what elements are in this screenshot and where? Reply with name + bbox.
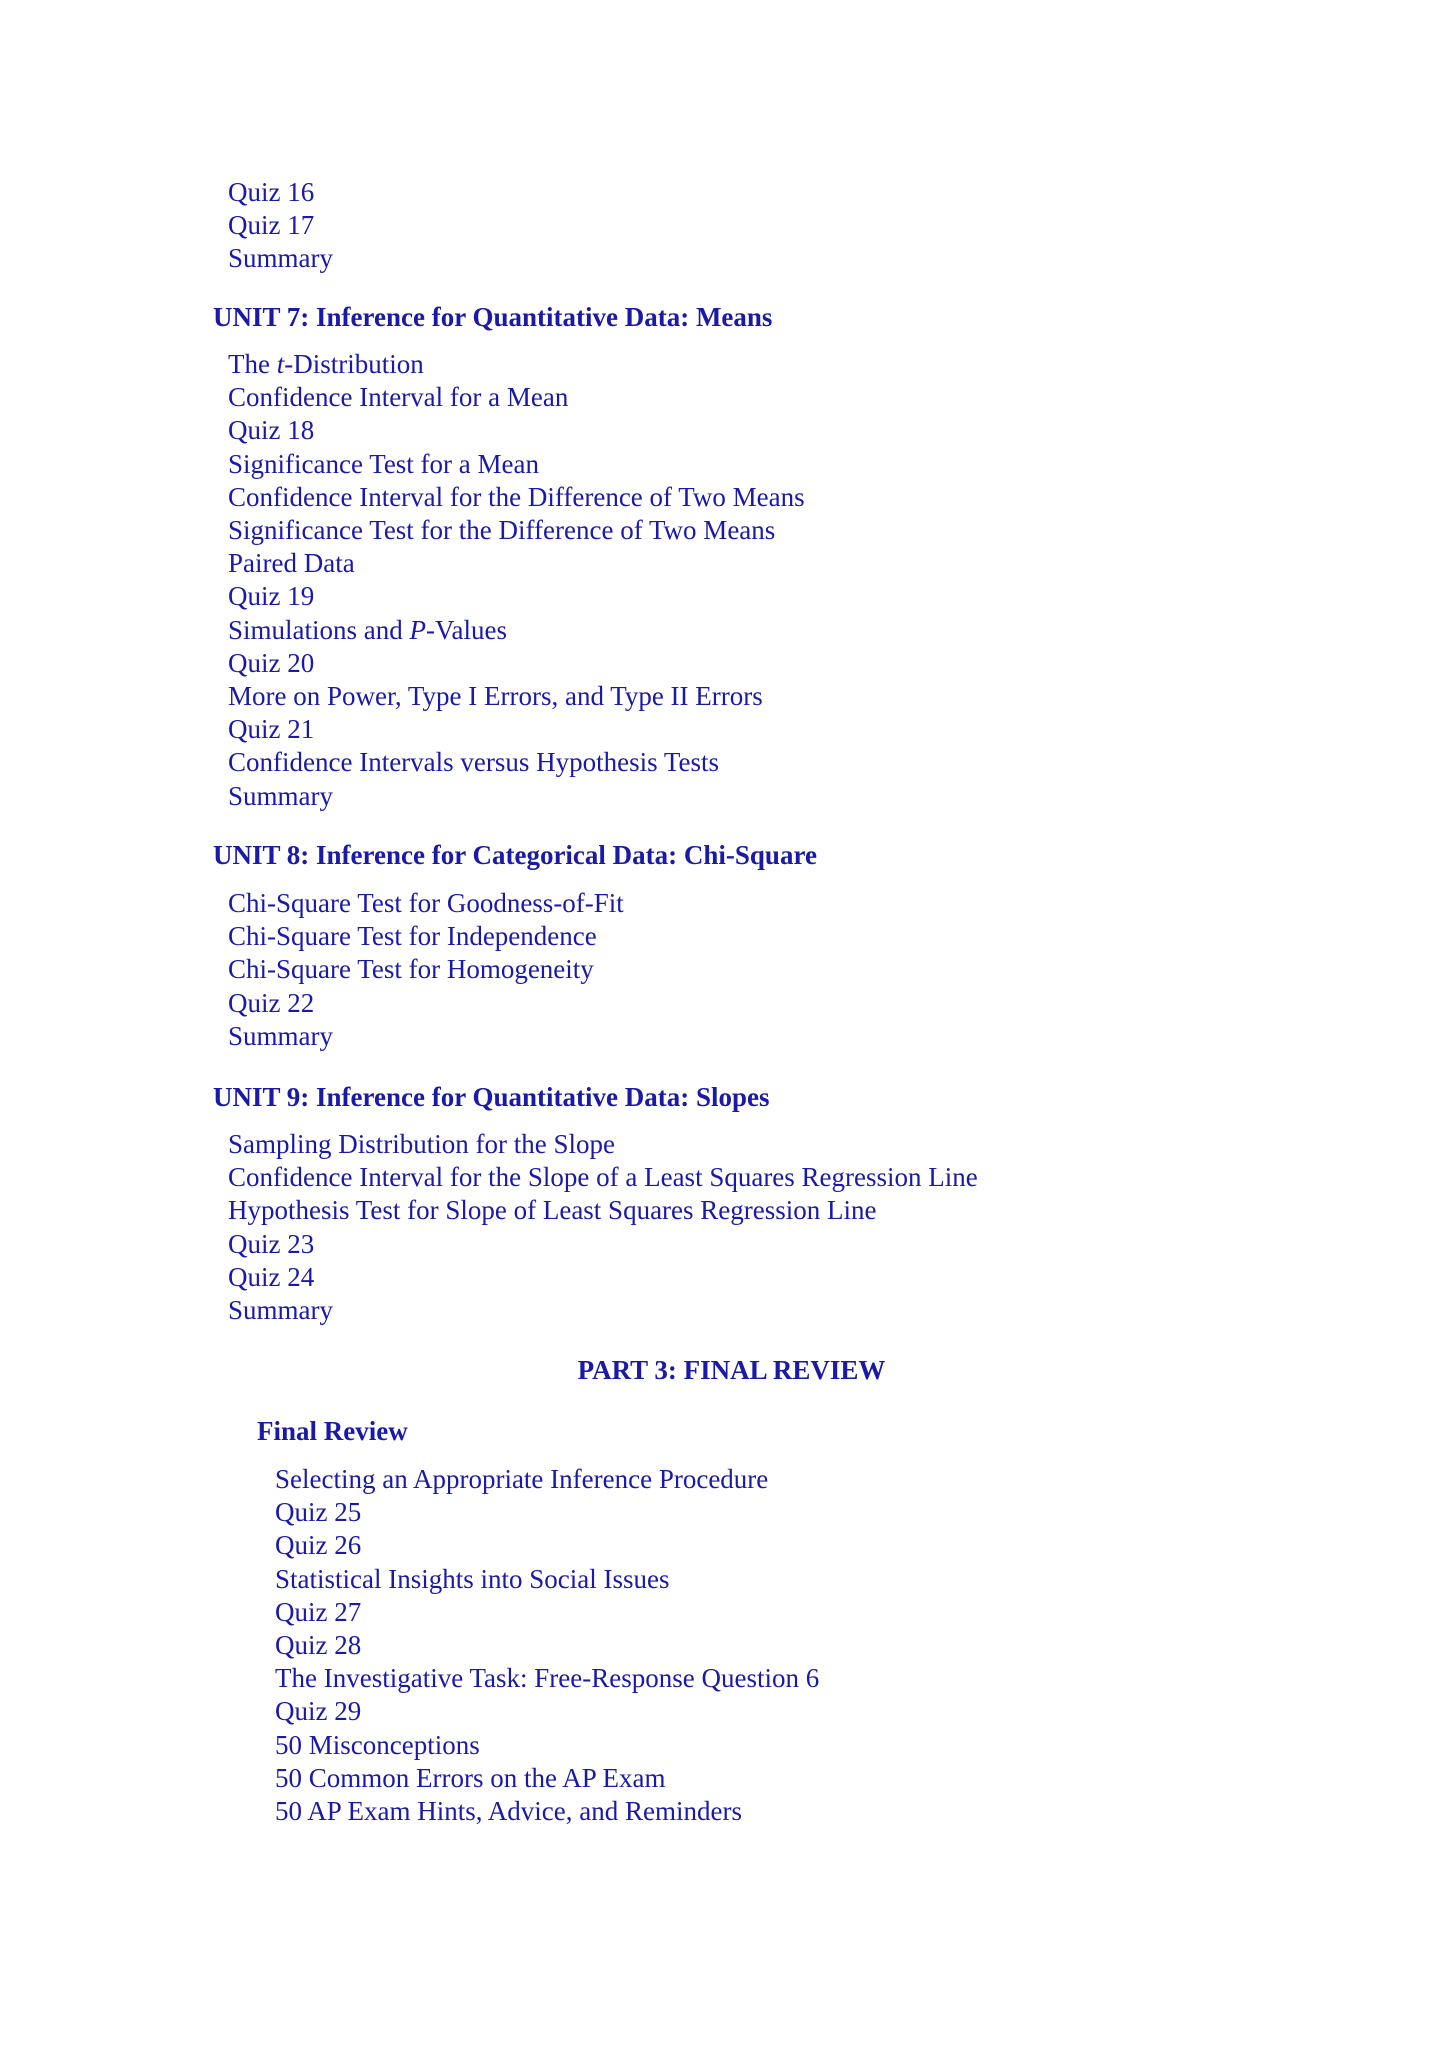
unit8-list: [228, 887, 624, 1053]
toc-link-ci-mean[interactable]: Confidence Interval for a Mean: [228, 382, 569, 413]
unit7-list: [228, 348, 805, 813]
toc-link-quiz-27[interactable]: Quiz 27: [275, 1596, 362, 1627]
toc-link-paired-data[interactable]: Paired Data: [228, 548, 355, 579]
toc-link-simulations-p-values[interactable]: Simulations and P-Values: [228, 614, 507, 645]
toc-link-quiz-24[interactable]: Quiz 24: [228, 1261, 315, 1292]
unit7-heading[interactable]: UNIT 7: Inference for Quantitative Data: Means: [213, 302, 773, 332]
unit8-heading[interactable]: UNIT 8: Inference for Categorical Data: Chi-Square: [213, 840, 817, 870]
toc-link-quiz-21[interactable]: Quiz 21: [228, 714, 315, 745]
toc-link-quiz-16[interactable]: Quiz 16: [228, 177, 315, 207]
final-review-heading[interactable]: Final Review: [257, 1416, 408, 1446]
toc-link-misconceptions[interactable]: 50 Misconceptions: [275, 1729, 480, 1760]
toc-link-sig-test-mean[interactable]: Significance Test for a Mean: [228, 448, 540, 479]
toc-link-summary[interactable]: Summary: [228, 1295, 333, 1326]
toc-link-quiz-20[interactable]: Quiz 20: [228, 647, 315, 678]
toc-link-exam-hints[interactable]: 50 AP Exam Hints, Advice, and Reminders: [275, 1796, 742, 1827]
toc-link-summary[interactable]: Summary: [228, 243, 333, 274]
toc-link-chi-square-homogeneity[interactable]: Chi-Square Test for Homogeneity: [228, 954, 594, 985]
toc-link-t-distribution[interactable]: The t-Distribution: [228, 349, 424, 379]
toc-link-sig-test-diff-means[interactable]: Significance Test for the Difference of Two Means: [228, 515, 776, 546]
toc-link-quiz-23[interactable]: Quiz 23: [228, 1228, 315, 1259]
toc-link-social-issues[interactable]: Statistical Insights into Social Issues: [275, 1563, 670, 1594]
toc-link-quiz-18[interactable]: Quiz 18: [228, 415, 315, 446]
toc-link-summary[interactable]: Summary: [228, 780, 333, 811]
toc-link-ci-diff-means[interactable]: Confidence Interval for the Difference of Two Means: [228, 481, 805, 512]
unit9-list: [228, 1128, 978, 1327]
toc-link-summary[interactable]: Summary: [228, 1020, 333, 1051]
toc-link-quiz-28[interactable]: Quiz 28: [275, 1630, 362, 1661]
unit6-trailing-list: [228, 176, 333, 276]
toc-link-chi-square-independence[interactable]: Chi-Square Test for Independence: [228, 921, 597, 952]
toc-link-quiz-22[interactable]: Quiz 22: [228, 987, 315, 1018]
toc-link-quiz-17[interactable]: Quiz 17: [228, 210, 315, 241]
toc-link-quiz-26[interactable]: Quiz 26: [275, 1530, 362, 1561]
toc-link-ci-vs-tests[interactable]: Confidence Intervals versus Hypothesis Tests: [228, 747, 720, 778]
toc-link-hyp-test-slope[interactable]: Hypothesis Test for Slope of Least Squares Regression Line: [228, 1195, 877, 1226]
toc-link-selecting-inference[interactable]: Selecting an Appropriate Inference Procedure: [275, 1464, 769, 1494]
toc-link-investigative-task[interactable]: The Investigative Task: Free-Response Question 6: [275, 1663, 820, 1694]
toc-link-common-errors[interactable]: 50 Common Errors on the AP Exam: [275, 1762, 666, 1793]
toc-link-quiz-19[interactable]: Quiz 19: [228, 581, 315, 612]
toc-link-quiz-25[interactable]: Quiz 25: [275, 1497, 362, 1528]
toc-link-sampling-dist-slope[interactable]: Sampling Distribution for the Slope: [228, 1129, 615, 1159]
toc-link-ci-slope[interactable]: Confidence Interval for the Slope of a Least Squares Regression Line: [228, 1162, 978, 1193]
part3-heading[interactable]: [0, 1355, 1449, 1386]
toc-link-quiz-29[interactable]: Quiz 29: [275, 1696, 362, 1727]
unit9-heading[interactable]: UNIT 9: Inference for Quantitative Data: Slopes: [213, 1082, 770, 1112]
final-review-list: [275, 1463, 819, 1828]
toc-link-chi-square-gof[interactable]: Chi-Square Test for Goodness-of-Fit: [228, 888, 624, 918]
part3-title[interactable]: PART 3: FINAL REVIEW: [577, 1355, 886, 1385]
toc-link-power-errors[interactable]: More on Power, Type I Errors, and Type II Errors: [228, 681, 763, 712]
